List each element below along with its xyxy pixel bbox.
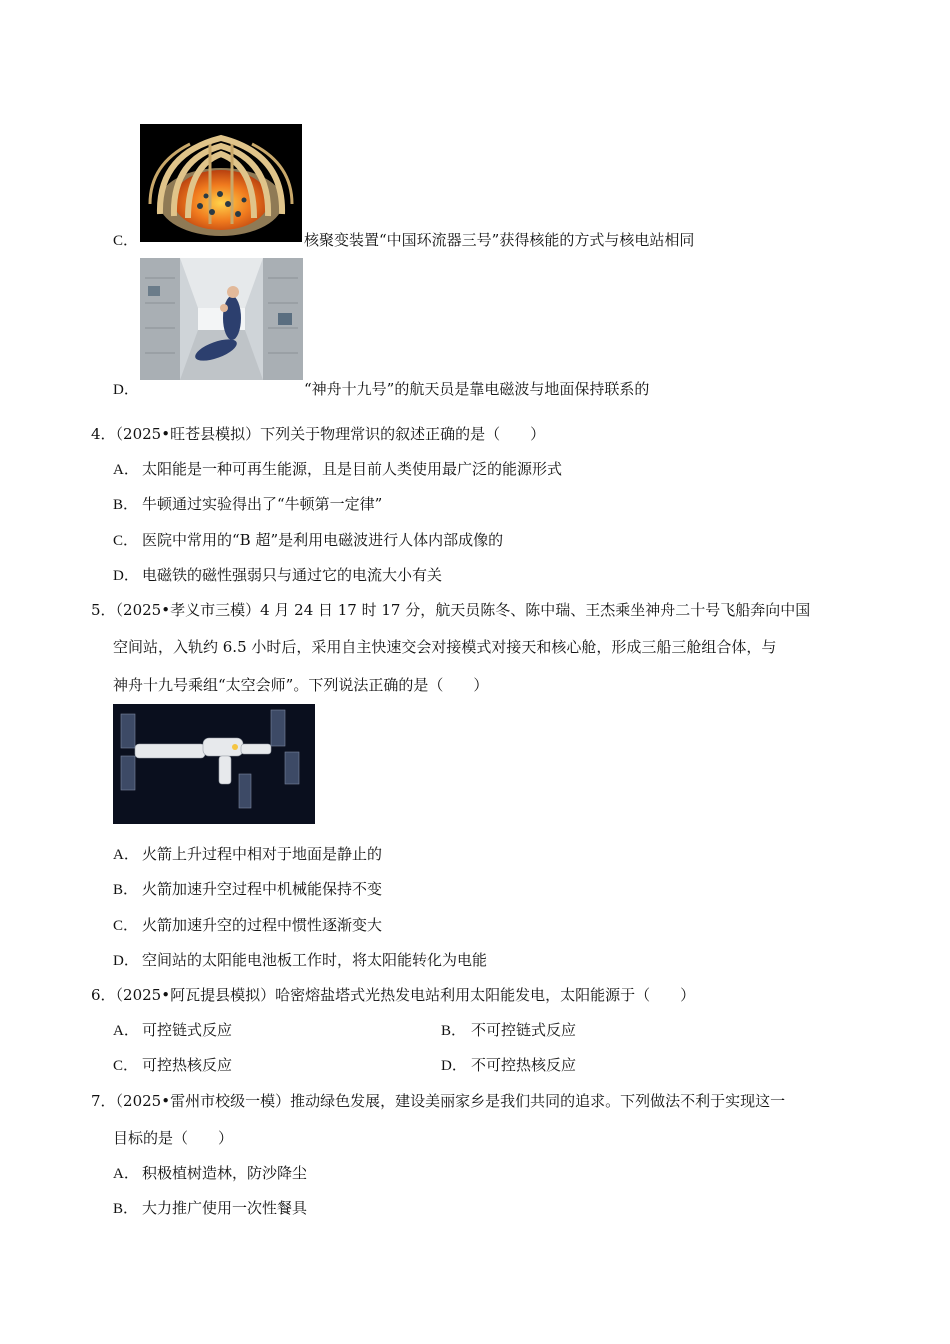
space-station-interior-image <box>140 258 303 380</box>
q6-option-d-text: 不可控热核反应 <box>471 1056 577 1074</box>
q6-option-c-text: 可控热核反应 <box>142 1056 233 1074</box>
q5-option-b-text: 火箭加速升空过程中机械能保持不变 <box>142 880 383 898</box>
q4-option-a-text: 太阳能是一种可再生能源，且是目前人类使用最广泛的能源形式 <box>142 460 563 478</box>
q5-option-a-text: 火箭上升过程中相对于地面是静止的 <box>142 845 383 863</box>
q5-option-d-text: 空间站的太阳能电池板工作时，将太阳能转化为电能 <box>142 951 488 969</box>
q5-option-a-label: A． <box>113 847 139 863</box>
q5-stem-line-1: 5．（2025•孝义市三模）4 月 24 日 17 时 17 分，航天员陈冬、陈中瑞、王杰乘坐神舟二十号飞船奔向中国 <box>91 601 811 619</box>
tokamak-image <box>140 124 302 242</box>
q5-option-d-label: D． <box>113 953 139 969</box>
q3-option-d-label: D． <box>113 382 139 398</box>
q3-option-c-label: C． <box>113 233 139 249</box>
q4-option-c-text: 医院中常用的“B 超”是利用电磁波进行人体内部成像的 <box>142 531 504 549</box>
q7-option-b-label: B． <box>113 1201 139 1217</box>
q4-option-d-text: 电磁铁的磁性强弱只与通过它的电流大小有关 <box>142 566 443 584</box>
q5-option-c-label: C． <box>113 918 139 934</box>
q6-option-b-text: 不可控链式反应 <box>471 1021 577 1039</box>
q6-option-d-label: D． <box>441 1058 467 1074</box>
q6-option-b-label: B． <box>441 1023 467 1039</box>
q5-option-b-label: B． <box>113 882 139 898</box>
q5-option-c-text: 火箭加速升空的过程中惯性逐渐变大 <box>142 916 383 934</box>
q4-option-a-label: A． <box>113 462 139 478</box>
q4-stem: 4．（2025•旺苍县模拟）下列关于物理常识的叙述正确的是（ ） <box>91 425 546 443</box>
q6-option-a-label: A． <box>113 1023 139 1039</box>
space-station-exterior-image <box>113 704 315 824</box>
q7-option-b-text: 大力推广使用一次性餐具 <box>142 1199 308 1217</box>
q3-option-c-text: 核聚变装置“中国环流器三号”获得核能的方式与核电站相同 <box>304 231 695 249</box>
q3-option-d-text: “神舟十九号”的航天员是靠电磁波与地面保持联系的 <box>304 380 650 398</box>
q7-option-a-text: 积极植树造林，防沙降尘 <box>142 1164 308 1182</box>
q5-stem-line-2: 空间站，入轨约 6.5 小时后，采用自主快速交会对接模式对接天和核心舱，形成三船三舱组合体，与 <box>113 638 777 656</box>
q4-option-d-label: D． <box>113 568 139 584</box>
q6-stem: 6．（2025•阿瓦提县模拟）哈密熔盐塔式光热发电站利用太阳能发电，太阳能源于（ ） <box>91 986 696 1004</box>
q4-option-b-label: B． <box>113 497 139 513</box>
q4-option-b-text: 牛顿通过实验得出了“牛顿第一定律” <box>142 495 383 513</box>
q6-option-a-text: 可控链式反应 <box>142 1021 233 1039</box>
q7-option-a-label: A． <box>113 1166 139 1182</box>
q5-stem-line-3: 神舟十九号乘组“太空会师”。下列说法正确的是（ ） <box>113 676 489 694</box>
q7-stem-line-1: 7．（2025•雷州市校级一模）推动绿色发展，建设美丽家乡是我们共同的追求。下列做法不利于实现这一 <box>91 1092 786 1110</box>
q7-stem-line-2: 目标的是（ ） <box>113 1129 234 1147</box>
q4-option-c-label: C． <box>113 533 139 549</box>
q6-option-c-label: C． <box>113 1058 139 1074</box>
